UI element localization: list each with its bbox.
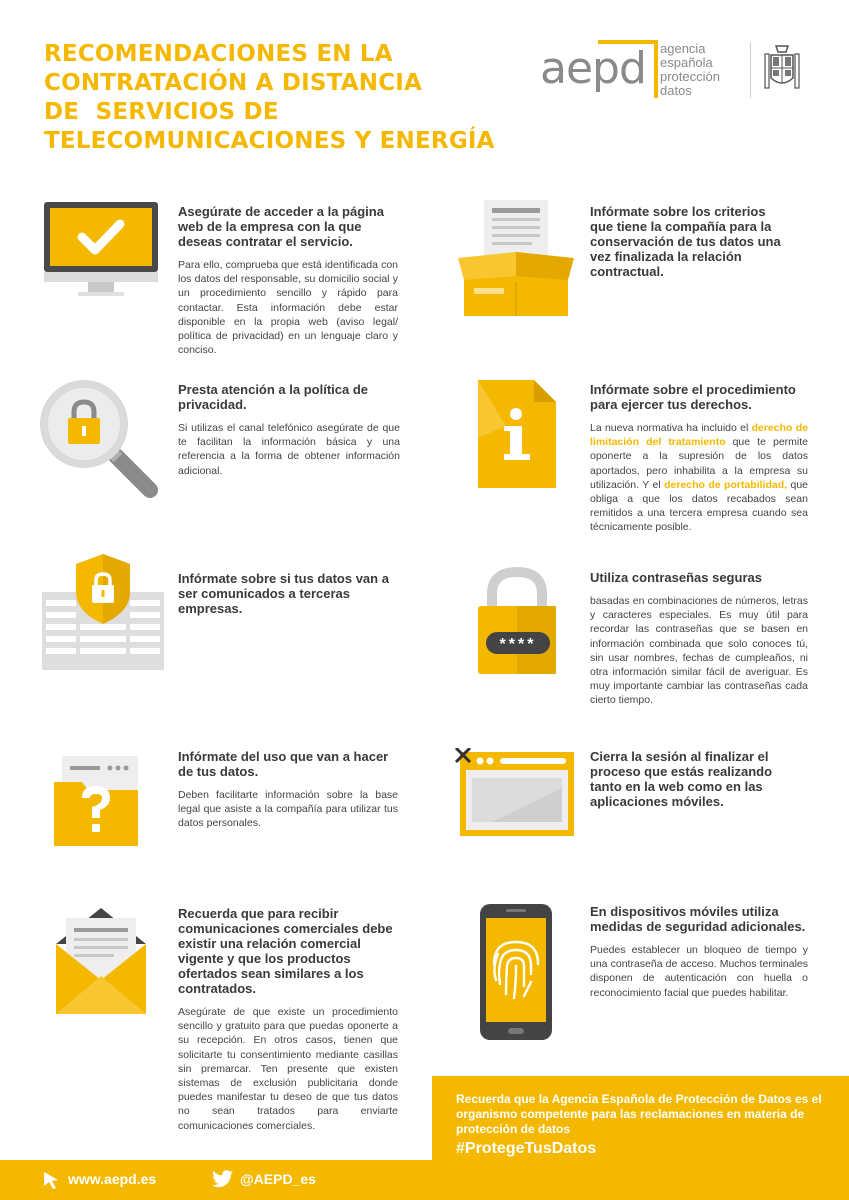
footer-bar xyxy=(0,1160,849,1200)
twitter-link[interactable]: @AEPD_es xyxy=(240,1171,316,1187)
browser-close-icon xyxy=(452,748,576,838)
recommendation-item xyxy=(178,906,398,1133)
item-title: Infórmate sobre si tus datos van a ser comunicados a terceras empresas. xyxy=(178,571,389,616)
monitor-check-icon xyxy=(42,200,160,300)
twitter-icon xyxy=(212,1170,234,1188)
item-title: Infórmate sobre los criterios que tiene la compañía para la conservación de tus datos una vez finalizada la relación contractual. xyxy=(590,204,781,279)
recommendation-item xyxy=(178,382,400,478)
item-body: Deben facilitarte información sobre la base legal que asiste a la compañía para utilizar tus datos personales. xyxy=(178,789,398,830)
item-title: Cierra la sesión al finalizar el proceso que estás realizando tanto en la web como en las aplicaciones móviles. xyxy=(590,749,773,809)
title-line: TELECOMUNICACIONES Y ENERGÍA xyxy=(44,128,495,154)
item-title: Asegúrate de acceder a la página web de la empresa con la que deseas contratar el servicio. xyxy=(178,204,384,249)
magnifier-lock-icon xyxy=(38,378,162,502)
highlight-limitation-right: derecho de limitación del tratamiento xyxy=(590,422,808,449)
item-title: Utiliza contraseñas seguras xyxy=(590,570,762,585)
folder-question-icon xyxy=(52,752,142,848)
padlock-password-icon xyxy=(474,566,560,676)
recommendation-item xyxy=(590,204,785,279)
item-body: basadas en combinaciones de números, letras y caracteres especiales. Es muy útil para recordar las contraseñas que se basen en información combinada que solo conoces tú, sin usar nombres, fechas de cumpleaños, ni otra información similar fácil de averiguar. Es muy importante cambiar las contraseñas cada cierto tiempo. xyxy=(590,595,808,707)
callout-text: Recuerda que la Agencia Española de Protección de Datos es el organismo competente para las reclamaciones en materia de protección de datos xyxy=(456,1092,822,1136)
item-body: Asegúrate de que existe un procedimiento sencillo y gratuito para que puedas oponerte a su recepción. En otros casos, tienen que solicitarte tu consentimiento mediante casillas sin premarcar. Ten presente que existen sistemas de exclusión publicitaria donde puedes manifestar tu deseo de que tus datos no sean tratados para enviarte comunicaciones comerciales. xyxy=(178,1006,398,1132)
recommendation-item xyxy=(178,749,398,831)
logo-agency-name xyxy=(660,42,720,98)
aepd-callout xyxy=(432,1076,849,1170)
recommendation-item xyxy=(590,570,808,708)
body-text: que obliga a que los datos recabados sean remitidos a una tercera empresa cuando sea técnicamente posible. xyxy=(590,478,809,534)
recommendation-item xyxy=(590,749,790,809)
body-text: que te permite oponerte a la supresión de los datos aportados, pero inhabilita a la empresa su utilización. Y el xyxy=(590,436,808,491)
item-body: Puedes establecer un bloqueo de tiempo y una contraseña de acceso. Muchos terminales disponen de autenticación con huella o reconocimiento facial que puedes habilitar. xyxy=(590,944,808,999)
logo-line: protección xyxy=(660,69,720,84)
logo-line: agencia xyxy=(660,41,706,56)
logo-mark: aepd xyxy=(540,43,646,94)
item-title: Infórmate del uso que van a hacer de tus datos. xyxy=(178,749,389,779)
logo-line: española xyxy=(660,55,713,70)
recommendation-item xyxy=(590,382,808,535)
item-body: Si utilizas el canal telefónico asegúrate de que te facilitan la información básica y una referencia a la forma de obtener información adicional. xyxy=(178,422,400,477)
archive-box-icon xyxy=(458,200,574,316)
password-mask: **** xyxy=(499,636,537,653)
hashtag: #ProtegeTusDatos xyxy=(456,1140,597,1157)
recommendation-item xyxy=(590,904,808,1000)
logo-line: datos xyxy=(660,83,692,98)
item-title: En dispositivos móviles utiliza medidas de seguridad adicionales. xyxy=(590,904,806,934)
item-body xyxy=(590,421,808,535)
cursor-icon xyxy=(42,1170,60,1190)
phone-fingerprint-icon xyxy=(478,902,554,1042)
recommendation-item xyxy=(178,204,398,357)
body-text: La nueva normativa ha incluido el xyxy=(590,422,752,434)
server-shield-icon xyxy=(40,552,166,672)
recommendation-item xyxy=(178,571,392,616)
item-title: Infórmate sobre el procedimiento para ejercer tus derechos. xyxy=(590,382,796,412)
item-title: Presta atención a la política de privacidad. xyxy=(178,382,369,412)
item-body: Para ello, comprueba que está identificada con los datos del responsable, su domicilio social y un procedimiento sencillo y rápido para contactar. Esta información debe estar disponible en la propia web (aviso legal/ política de privacidad) en un lenguaje claro y conciso. xyxy=(178,259,398,357)
coat-of-arms-icon xyxy=(762,42,802,98)
logo-divider xyxy=(750,42,751,98)
info-document-icon xyxy=(476,378,558,490)
website-link[interactable]: www.aepd.es xyxy=(68,1171,157,1187)
title-line: DE SERVICIOS DE xyxy=(44,99,279,125)
aepd-logo xyxy=(540,38,810,104)
title-line: RECOMENDACIONES EN LA xyxy=(44,41,393,67)
envelope-letter-icon xyxy=(52,904,150,1016)
highlight-portability-right: derecho de portabilidad, xyxy=(664,478,788,491)
title-line: CONTRATACIÓN A DISTANCIA xyxy=(44,70,423,96)
item-title: Recuerda que para recibir comunicaciones comerciales debe existir una relación comercial vigente y que los productos ofertados sean similares a los contratados. xyxy=(178,906,393,996)
page-title xyxy=(44,40,584,156)
